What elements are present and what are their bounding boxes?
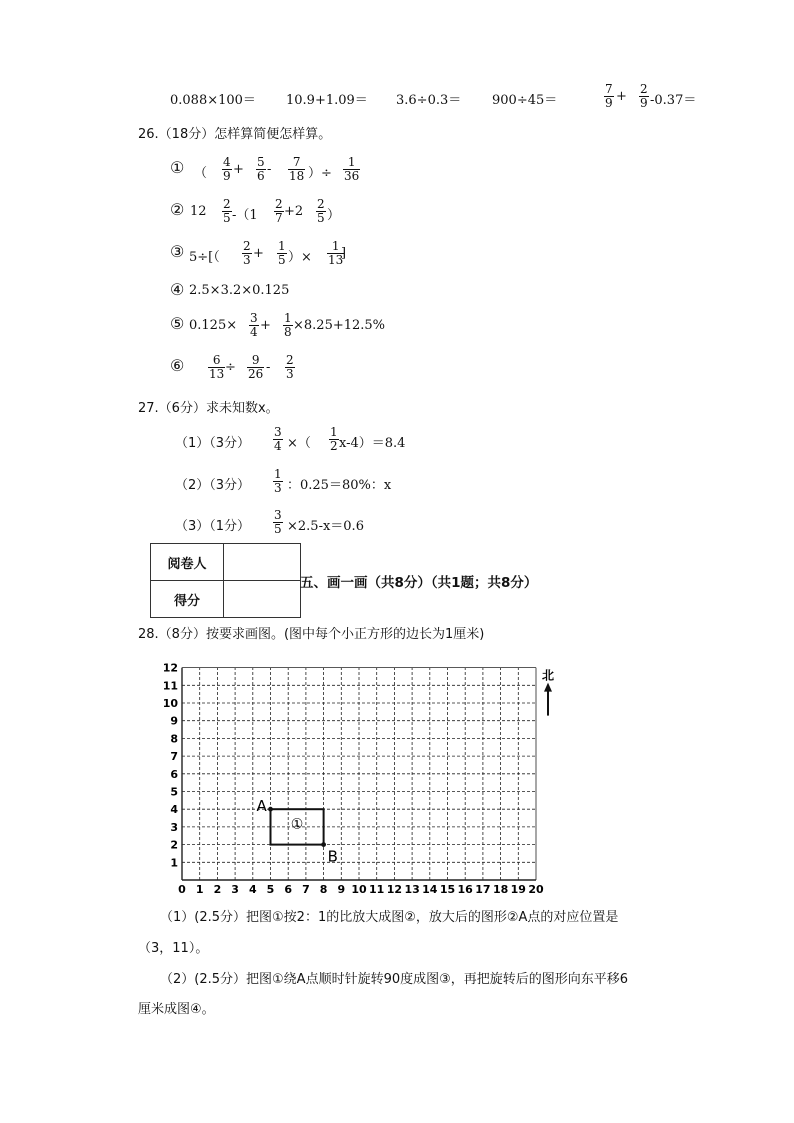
fraction: 3 4 <box>250 311 258 339</box>
item-number: ③ <box>170 242 185 261</box>
fraction: 1 2 <box>330 425 338 453</box>
north-label: 北 <box>541 668 555 683</box>
paren-close: ）÷ <box>308 166 332 181</box>
text: -（1 <box>232 208 258 223</box>
fraction: 2 5 <box>223 197 231 225</box>
fraction: 1 5 <box>278 239 286 267</box>
fraction: 1 8 <box>284 311 292 339</box>
item-number: ② <box>170 200 185 219</box>
fraction: 1 36 <box>344 155 360 183</box>
y-tick-label: 8 <box>170 732 178 746</box>
operator: + <box>233 162 244 177</box>
text: ×2.5-x＝0.6 <box>287 519 364 534</box>
score-box <box>150 543 301 618</box>
calc-5-tail: -0.37＝ <box>650 93 697 108</box>
x-tick-label: 0 <box>178 883 186 895</box>
score-label: 得分 <box>151 581 224 618</box>
x-tick-label: 1 <box>195 883 204 895</box>
calc-4: 900÷45＝ <box>492 93 558 108</box>
y-tick-label: 9 <box>170 714 178 728</box>
point-b <box>321 842 326 847</box>
fraction: 2 3 <box>286 353 294 381</box>
y-tick-label: 7 <box>170 750 178 764</box>
q27-heading: 27.（6分）求未知数x。 <box>138 401 279 416</box>
x-tick-label: 6 <box>284 883 293 895</box>
y-tick-label: 2 <box>170 838 178 852</box>
text: ：0.25＝80%：x <box>287 478 392 493</box>
x-tick-label: 9 <box>337 883 346 895</box>
fraction: 2 9 <box>640 82 648 110</box>
fraction: 7 9 <box>605 82 613 110</box>
item-number: ① <box>170 158 185 177</box>
q26-heading: 26.（18分）怎样算简便怎样算。 <box>138 127 332 142</box>
fraction: 9 26 <box>248 353 264 381</box>
text: ×8.25+12.5% <box>293 318 386 333</box>
part-label: （2）（3分） <box>175 478 251 493</box>
x-tick-label: 10 <box>351 883 367 895</box>
axis-labels <box>163 662 554 895</box>
fraction: 1 13 <box>328 239 344 267</box>
q28-heading: 28.（8分）按要求画图。(图中每个小正方形的边长为1厘米) <box>138 627 485 642</box>
label-a: A <box>256 797 267 816</box>
y-tick-label: 1 <box>170 856 178 870</box>
text: 5÷[（ <box>189 250 220 265</box>
text: +2 <box>284 204 304 219</box>
coordinate-grid <box>160 655 570 895</box>
text: ）× <box>288 250 312 265</box>
x-tick-label: 12 <box>386 883 403 895</box>
point-a <box>268 807 273 812</box>
paren-close: ） <box>327 208 341 223</box>
x-tick-label: 8 <box>319 883 328 895</box>
q28-part-1-line-2: （3，11）。 <box>138 941 209 956</box>
operator: - <box>267 162 272 177</box>
q28-part-2-line-1: （2）(2.5分）把图①绕A点顺时针旋转90度成图③，再把旋转后的图形向东平移6 <box>160 972 629 987</box>
paren-open: （ <box>194 166 208 181</box>
x-tick-label: 19 <box>510 883 526 895</box>
text: ×（ <box>287 436 311 451</box>
score-cell[interactable] <box>224 581 301 618</box>
x-tick-label: 17 <box>475 883 491 895</box>
operator: + <box>253 246 264 261</box>
x-tick-label: 2 <box>213 883 222 895</box>
fraction: 3 4 <box>274 425 282 453</box>
y-tick-label: 4 <box>170 803 178 817</box>
y-tick-label: 5 <box>170 785 178 799</box>
text: 12 <box>190 204 207 219</box>
x-tick-label: 3 <box>231 883 239 895</box>
fraction: 4 9 <box>223 155 231 183</box>
calc-1: 0.088×100＝ <box>170 93 256 108</box>
fraction: 2 7 <box>275 197 283 225</box>
x-tick-label: 20 <box>528 883 544 895</box>
operator: + <box>260 318 271 333</box>
grid-lines <box>182 668 536 880</box>
reviewer-label: 阅卷人 <box>151 544 224 581</box>
calc-2: 10.9+1.09＝ <box>286 93 368 108</box>
part-label: （3）（1分） <box>175 519 251 534</box>
x-tick-label: 4 <box>248 883 257 895</box>
y-tick-label: 11 <box>162 679 178 693</box>
calc-3: 3.6÷0.3＝ <box>396 93 462 108</box>
text: 0.125× <box>189 318 238 333</box>
y-tick-label: 12 <box>162 661 178 675</box>
x-tick-label: 5 <box>266 883 275 895</box>
bracket-close: ] <box>341 246 347 261</box>
reviewer-cell[interactable] <box>224 544 301 581</box>
section-heading: 五、画一画（共8分）（共1题；共8分） <box>300 575 538 591</box>
figure-label: ① <box>290 816 304 833</box>
operator: ÷ <box>225 360 236 375</box>
y-tick-label: 10 <box>162 697 178 710</box>
x-tick-label: 11 <box>369 883 385 895</box>
operator: - <box>266 360 271 375</box>
q28-part-1-line-1: （1）(2.5分）把图①按2：1的比放大成图②，放大后的图形②A点的对应位置是 <box>160 910 619 925</box>
q28-part-2-line-2: 厘米成图④。 <box>138 1002 215 1017</box>
x-tick-label: 16 <box>457 883 473 895</box>
item-number: ④ <box>170 280 185 299</box>
fraction: 3 5 <box>274 508 282 536</box>
x-tick-label: 13 <box>404 883 420 895</box>
x-tick-label: 18 <box>492 883 509 895</box>
fraction: 5 6 <box>257 155 265 183</box>
x-tick-label: 14 <box>422 883 438 895</box>
item-number: ⑥ <box>170 356 185 375</box>
figure-shapes <box>268 683 552 847</box>
fraction: 7 18 <box>289 155 305 183</box>
x-tick-label: 15 <box>439 883 456 895</box>
part-label: （1）（3分） <box>175 436 251 451</box>
y-tick-label: 6 <box>170 767 178 781</box>
text: x-4）＝8.4 <box>339 436 406 451</box>
operator: + <box>616 89 627 104</box>
fraction: 2 3 <box>243 239 251 267</box>
text: 2.5×3.2×0.125 <box>189 283 290 298</box>
north-arrow-head <box>544 683 552 692</box>
x-tick-label: 7 <box>302 883 310 895</box>
label-b: B <box>327 847 338 866</box>
fraction: 1 3 <box>274 467 282 495</box>
fraction: 6 13 <box>209 353 225 381</box>
item-number: ⑤ <box>170 314 185 333</box>
y-tick-label: 3 <box>170 820 178 834</box>
fraction: 2 5 <box>317 197 325 225</box>
